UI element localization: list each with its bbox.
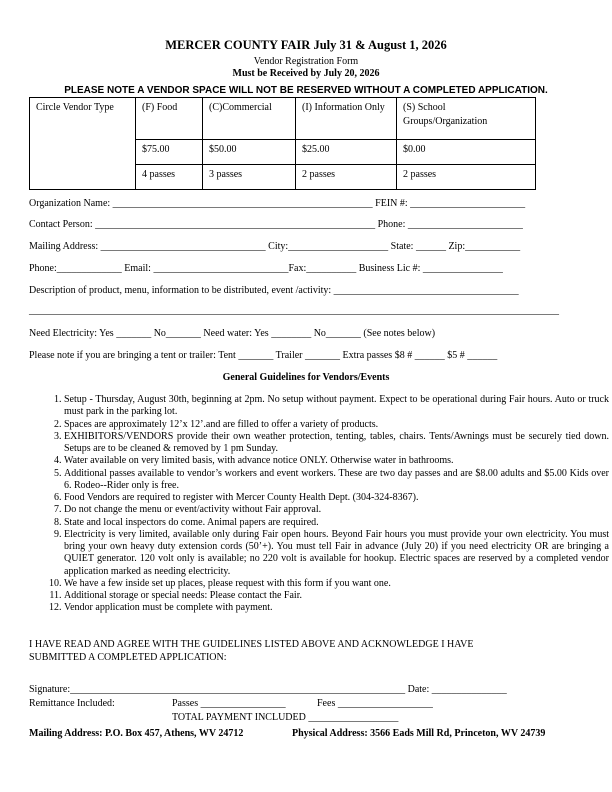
guideline-item: 12. Vendor application must be complete with payment. [64, 602, 609, 614]
passes-cell: 2 passes [397, 165, 536, 190]
vendor-type-commercial[interactable]: (C)Commercial [203, 98, 296, 140]
guideline-item: 1. Setup - Thursday, August 30th, beginning at 2pm. No setup without payment. Expect to be operational during Fair hours. Auto or truck must park in the parking lot. [64, 394, 609, 419]
price-cell: $50.00 [203, 140, 296, 165]
guideline-item: 6. Food Vendors are required to register with Mercer County Health Dept. (304-324-8367). [64, 492, 609, 504]
guideline-item: 2. Spaces are approximately 12’x 12’.and are filled to offer a variety of products. [64, 419, 609, 431]
mailing-address-field[interactable]: Mailing Address: _________________________________ City:____________________ State: ______ Zip:___________ [29, 241, 521, 252]
reservation-notice: PLEASE NOTE A VENDOR SPACE WILL NOT BE RESERVED WITHOUT A COMPLETED APPLICATION. [64, 85, 548, 96]
description-continuation-line[interactable]: __________________________________________________________________________________________________________ [29, 305, 559, 316]
passes-cell: 2 passes [296, 165, 397, 190]
price-cell: $0.00 [397, 140, 536, 165]
price-cell: $25.00 [296, 140, 397, 165]
guideline-item: 3. EXHIBITORS/VENDORS provide their own weather protection, tenting, tables, chairs. Tents/Awnings must be securely tied down. Setups are to be cleaned & removed by 1 pm Sunday. [64, 431, 609, 456]
signature-field[interactable]: Signature:___________________________________________________________________ Date: _______________ [29, 684, 507, 695]
vendor-type-information[interactable]: (I) Information Only [296, 98, 397, 140]
guideline-item: 4. Water available on very limited basis, with advance notice ONLY. Otherwise water in bathrooms. [64, 455, 609, 467]
guideline-item: 9. Electricity is very limited, available only during Fair open hours. Beyond Fair hours you must provide your own electricity. You must bring your own heavy duty extension cords (50’+). You must tell Fair in advance (July 20) if you need electricity OR are bringing a QUIET generator. 120 volt only is available; no 220 volt is available for hookup. Electric spaces are reserved by a completed vendor application marked as needing electricity. [64, 529, 609, 578]
passes-cell: 3 passes [203, 165, 296, 190]
remittance-label: Remittance Included: [29, 698, 115, 709]
guideline-item: 7. Do not change the menu or event/activity without Fair approval. [64, 504, 609, 516]
mailing-address: Mailing Address: P.O. Box 457, Athens, WV 24712 [29, 728, 244, 739]
total-payment-field[interactable]: TOTAL PAYMENT INCLUDED __________________ [172, 712, 399, 723]
vendor-type-school[interactable]: (S) School Groups/Organization [397, 98, 536, 140]
passes-cell: 4 passes [136, 165, 203, 190]
description-field[interactable]: Description of product, menu, information to be distributed, event /activity: _____________________________________ [29, 285, 519, 296]
guidelines-heading: General Guidelines for Vendors/Events [222, 372, 390, 383]
tent-trailer-field[interactable]: Please note if you are bringing a tent or trailer: Tent _______ Trailer _______ Extra passes $8 # ______ $5 # ______ [29, 350, 498, 361]
electricity-water-field[interactable]: Need Electricity: Yes _______ No_______ Need water: Yes ________ No_______ (See notes below) [29, 328, 436, 339]
form-subtitle: Vendor Registration Form [253, 56, 359, 67]
phone-email-field[interactable]: Phone:_____________ Email: ___________________________Fax:__________ Business Lic #: ________________ [29, 263, 503, 274]
agreement-line-2: SUBMITTED A COMPLETED APPLICATION: [29, 652, 227, 663]
contact-person-field[interactable]: Contact Person: ________________________________________________________ Phone: _______________________ [29, 219, 523, 230]
deadline-note: Must be Received by July 20, 2026 [232, 68, 380, 79]
passes-payment-field[interactable]: Passes _________________ [172, 698, 286, 709]
vendor-type-food[interactable]: (F) Food [136, 98, 203, 140]
fees-payment-field[interactable]: Fees ___________________ [317, 698, 433, 709]
physical-address: Physical Address: 3566 Eads Mill Rd, Princeton, WV 24739 [292, 728, 546, 739]
guideline-item: 11. Additional storage or special needs: Please contact the Fair. [64, 590, 609, 602]
organization-name-field[interactable]: Organization Name: ____________________________________________________ FEIN #: _______________________ [29, 198, 526, 209]
guideline-item: 5. Additional passes available to vendor’s workers and event workers. These are two day passes and are $8.00 adults and $5.00 Kids over 6. Rodeo--Rider only is free. [64, 468, 609, 493]
price-cell: $75.00 [136, 140, 203, 165]
vendor-type-label: Circle Vendor Type [30, 98, 136, 190]
guideline-item: 10. We have a few inside set up places, please request with this form if you want one. [64, 578, 609, 590]
guideline-item: 8. State and local inspectors do come. Animal papers are required. [64, 517, 609, 529]
form-title: MERCER COUNTY FAIR July 31 & August 1, 2026 [165, 38, 447, 52]
guidelines-list [29, 394, 609, 615]
agreement-line-1: I HAVE READ AND AGREE WITH THE GUIDELINES LISTED ABOVE AND ACKNOWLEDGE I HAVE [29, 639, 474, 650]
vendor-type-table [29, 97, 536, 190]
